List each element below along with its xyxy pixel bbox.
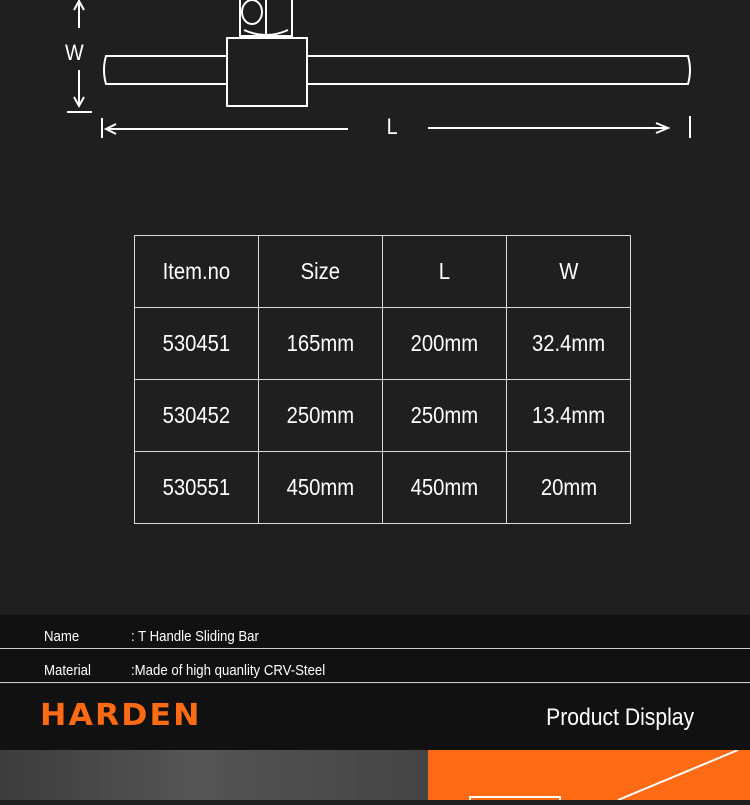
spec-table	[134, 235, 631, 524]
name-key: Name	[44, 628, 80, 645]
header-w: W	[507, 236, 631, 308]
name-value: : T Handle Sliding Bar	[131, 628, 259, 645]
width-label: W	[65, 40, 84, 65]
cell-size: 250mm	[259, 380, 383, 452]
cell-size: 165mm	[259, 308, 383, 380]
cell-l: 450mm	[383, 452, 507, 524]
cell-w: 20mm	[507, 452, 631, 524]
center-block	[227, 38, 307, 106]
cell-w: 32.4mm	[507, 308, 631, 380]
length-label: L	[386, 114, 398, 139]
cell-l: 200mm	[383, 308, 507, 380]
section-title: Product Display	[546, 704, 694, 731]
product-outline-graphic	[428, 750, 750, 800]
product-photo-left	[0, 750, 428, 800]
product-info	[0, 615, 750, 683]
product-photo-right	[428, 750, 750, 800]
table-row	[135, 380, 631, 452]
material-key: Material	[44, 662, 91, 679]
info-row-material	[0, 649, 750, 683]
cell-item-no: 530452	[135, 380, 259, 452]
brand-bar	[0, 684, 750, 750]
header-l: L	[383, 236, 507, 308]
t-handle-drawing	[0, 0, 750, 160]
harden-logo: HARDEN	[40, 698, 202, 733]
cell-l: 250mm	[383, 380, 507, 452]
table-row	[135, 452, 631, 524]
table-row	[135, 308, 631, 380]
table-header-row	[135, 236, 631, 308]
header-size: Size	[259, 236, 383, 308]
material-value: :Made of high quanlity CRV-Steel	[131, 662, 326, 679]
dimension-diagram	[0, 0, 750, 160]
cell-item-no: 530551	[135, 452, 259, 524]
sliding-bar	[104, 56, 690, 84]
cell-size: 450mm	[259, 452, 383, 524]
cell-item-no: 530451	[135, 308, 259, 380]
info-row-name	[0, 615, 750, 649]
cell-w: 13.4mm	[507, 380, 631, 452]
header-item-no: Item.no	[135, 236, 259, 308]
